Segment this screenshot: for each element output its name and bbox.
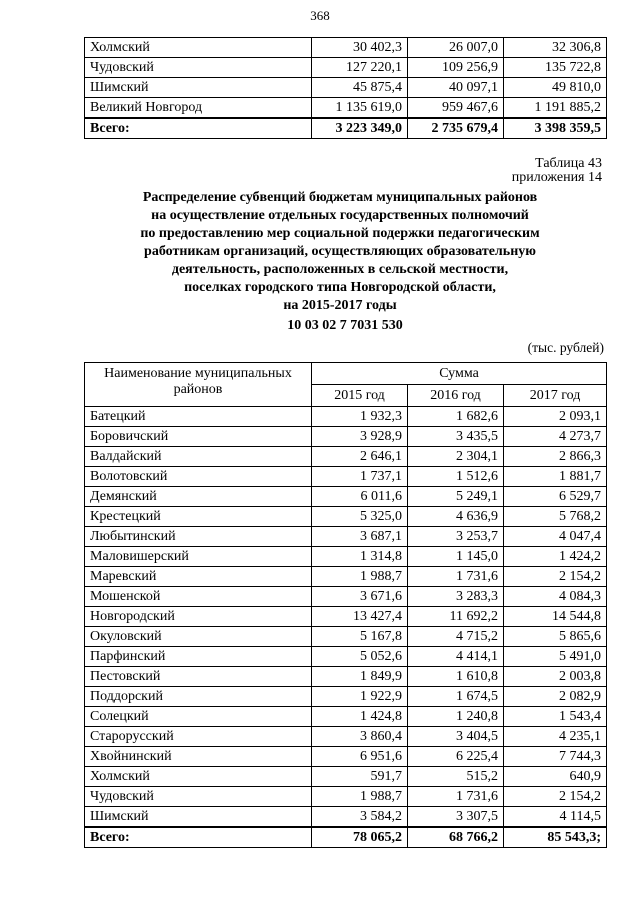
amount-cell: 4 084,3 bbox=[504, 587, 607, 607]
district-name: Демянский bbox=[85, 487, 312, 507]
amount-cell: 1 731,6 bbox=[408, 567, 504, 587]
amount-cell: 14 544,8 bbox=[504, 607, 607, 627]
amount-cell: 2 866,3 bbox=[504, 447, 607, 467]
district-name: Волотовский bbox=[85, 467, 312, 487]
district-name: Всего: bbox=[85, 827, 312, 848]
header-sum: Сумма bbox=[312, 363, 607, 385]
amount-cell: 4 273,7 bbox=[504, 427, 607, 447]
amount-cell: 1 988,7 bbox=[312, 787, 408, 807]
amount-cell: 4 047,4 bbox=[504, 527, 607, 547]
amount-cell: 3 671,6 bbox=[312, 587, 408, 607]
amount-cell: 5 052,6 bbox=[312, 647, 408, 667]
top-table bbox=[84, 37, 607, 139]
district-name: Парфинский bbox=[85, 647, 312, 667]
amount-cell: 1 191 885,2 bbox=[504, 98, 607, 119]
district-name: Валдайский bbox=[85, 447, 312, 467]
table-row bbox=[85, 38, 607, 58]
amount-cell: 40 097,1 bbox=[408, 78, 504, 98]
amount-cell: 1 512,6 bbox=[408, 467, 504, 487]
table-row bbox=[85, 667, 607, 687]
title-line: на осуществление отдельных государственных полномочий bbox=[151, 208, 529, 223]
amount-cell: 515,2 bbox=[408, 767, 504, 787]
amount-cell: 1 314,8 bbox=[312, 547, 408, 567]
amount-cell: 2 003,8 bbox=[504, 667, 607, 687]
amount-cell: 1 610,8 bbox=[408, 667, 504, 687]
amount-cell: 3 404,5 bbox=[408, 727, 504, 747]
table-row bbox=[85, 687, 607, 707]
table-row bbox=[85, 98, 607, 119]
amount-cell: 3 928,9 bbox=[312, 427, 408, 447]
amount-cell: 1 988,7 bbox=[312, 567, 408, 587]
amount-cell: 30 402,3 bbox=[312, 38, 408, 58]
total-row bbox=[85, 827, 607, 848]
amount-cell: 2 093,1 bbox=[504, 407, 607, 427]
total-row bbox=[85, 118, 607, 139]
table-row bbox=[85, 78, 607, 98]
district-name: Чудовский bbox=[85, 787, 312, 807]
title-line: деятельность, расположенных в сельской местности, bbox=[171, 262, 509, 277]
amount-cell: 1 731,6 bbox=[408, 787, 504, 807]
title-line: поселках городского типа Новгородской области, bbox=[184, 280, 496, 295]
district-name: Солецкий bbox=[85, 707, 312, 727]
header-name: Наименование муниципальных районов bbox=[85, 363, 312, 407]
district-name: Холмский bbox=[85, 767, 312, 787]
amount-cell: 2 646,1 bbox=[312, 447, 408, 467]
amount-cell: 68 766,2 bbox=[408, 827, 504, 848]
district-name: Чудовский bbox=[85, 58, 312, 78]
table-number: Таблица 43 bbox=[535, 156, 602, 171]
table-row bbox=[85, 507, 607, 527]
amount-cell: 6 951,6 bbox=[312, 747, 408, 767]
title-line: работникам организаций, осуществляющих образовательную bbox=[144, 244, 536, 259]
table-row bbox=[85, 58, 607, 78]
amount-cell: 2 735 679,4 bbox=[408, 118, 504, 139]
district-name: Поддорский bbox=[85, 687, 312, 707]
amount-cell: 1 922,9 bbox=[312, 687, 408, 707]
amount-cell: 4 636,9 bbox=[408, 507, 504, 527]
amount-cell: 2 082,9 bbox=[504, 687, 607, 707]
amount-cell: 3 435,5 bbox=[408, 427, 504, 447]
table-row bbox=[85, 707, 607, 727]
table-row bbox=[85, 647, 607, 667]
amount-cell: 13 427,4 bbox=[312, 607, 408, 627]
amount-cell: 640,9 bbox=[504, 767, 607, 787]
amount-cell: 591,7 bbox=[312, 767, 408, 787]
amount-cell: 1 682,6 bbox=[408, 407, 504, 427]
amount-cell: 127 220,1 bbox=[312, 58, 408, 78]
amount-cell: 5 865,6 bbox=[504, 627, 607, 647]
amount-cell: 3 398 359,5 bbox=[504, 118, 607, 139]
amount-cell: 85 543,3; bbox=[504, 827, 607, 848]
amount-cell: 1 240,8 bbox=[408, 707, 504, 727]
appendix-label: приложения 14 bbox=[511, 170, 602, 185]
title-line: по предоставлению мер социальной подержки педагогическим bbox=[140, 226, 540, 241]
amount-cell: 2 154,2 bbox=[504, 567, 607, 587]
table-row bbox=[85, 407, 607, 427]
amount-cell: 1 135 619,0 bbox=[312, 98, 408, 119]
table-row bbox=[85, 587, 607, 607]
district-name: Холмский bbox=[85, 38, 312, 58]
table-row bbox=[85, 787, 607, 807]
amount-cell: 1 543,4 bbox=[504, 707, 607, 727]
district-name: Любытинский bbox=[85, 527, 312, 547]
table-row bbox=[85, 567, 607, 587]
amount-cell: 135 722,8 bbox=[504, 58, 607, 78]
table-row bbox=[85, 447, 607, 467]
amount-cell: 1 674,5 bbox=[408, 687, 504, 707]
amount-cell: 32 306,8 bbox=[504, 38, 607, 58]
district-name: Батецкий bbox=[85, 407, 312, 427]
district-name: Боровичский bbox=[85, 427, 312, 447]
amount-cell: 5 491,0 bbox=[504, 647, 607, 667]
district-name: Крестецкий bbox=[85, 507, 312, 527]
table-caption bbox=[512, 157, 602, 185]
amount-cell: 1 424,2 bbox=[504, 547, 607, 567]
amount-cell: 5 768,2 bbox=[504, 507, 607, 527]
table-row bbox=[85, 607, 607, 627]
amount-cell: 1 424,8 bbox=[312, 707, 408, 727]
amount-cell: 3 223 349,0 bbox=[312, 118, 408, 139]
district-name: Мошенской bbox=[85, 587, 312, 607]
district-name: Окуловский bbox=[85, 627, 312, 647]
amount-cell: 3 307,5 bbox=[408, 807, 504, 828]
amount-cell: 1 849,9 bbox=[312, 667, 408, 687]
district-name: Всего: bbox=[85, 118, 312, 139]
district-name: Новгородский bbox=[85, 607, 312, 627]
amount-cell: 5 249,1 bbox=[408, 487, 504, 507]
amount-cell: 3 283,3 bbox=[408, 587, 504, 607]
amount-cell: 11 692,2 bbox=[408, 607, 504, 627]
amount-cell: 109 256,9 bbox=[408, 58, 504, 78]
header-year-2015: 2015 год bbox=[312, 385, 408, 407]
district-name: Маловишерский bbox=[85, 547, 312, 567]
table-row bbox=[85, 807, 607, 828]
page-number: 368 bbox=[310, 8, 330, 23]
table-row bbox=[85, 487, 607, 507]
district-name: Великий Новгород bbox=[85, 98, 312, 119]
amount-cell: 4 715,2 bbox=[408, 627, 504, 647]
main-table bbox=[84, 362, 607, 848]
amount-cell: 1 145,0 bbox=[408, 547, 504, 567]
header-year-2017: 2017 год bbox=[504, 385, 607, 407]
amount-cell: 5 167,8 bbox=[312, 627, 408, 647]
district-name: Маревский bbox=[85, 567, 312, 587]
amount-cell: 3 687,1 bbox=[312, 527, 408, 547]
amount-cell: 1 932,3 bbox=[312, 407, 408, 427]
table-row bbox=[85, 727, 607, 747]
amount-cell: 3 253,7 bbox=[408, 527, 504, 547]
amount-cell: 1 881,7 bbox=[504, 467, 607, 487]
table-row bbox=[85, 747, 607, 767]
amount-cell: 6 225,4 bbox=[408, 747, 504, 767]
amount-cell: 78 065,2 bbox=[312, 827, 408, 848]
title-line: Распределение субвенций бюджетам муниципальных районов bbox=[142, 190, 538, 205]
district-name: Старорусский bbox=[85, 727, 312, 747]
table-row bbox=[85, 767, 607, 787]
district-name: Шимский bbox=[85, 807, 312, 828]
amount-cell: 6 011,6 bbox=[312, 487, 408, 507]
amount-cell: 3 860,4 bbox=[312, 727, 408, 747]
amount-cell: 7 744,3 bbox=[504, 747, 607, 767]
amount-cell: 959 467,6 bbox=[408, 98, 504, 119]
amount-cell: 5 325,0 bbox=[312, 507, 408, 527]
document-title bbox=[80, 189, 600, 315]
table-row bbox=[85, 547, 607, 567]
district-name: Хвойнинский bbox=[85, 747, 312, 767]
table-row bbox=[85, 467, 607, 487]
title-line: на 2015-2017 годы bbox=[283, 298, 397, 313]
amount-cell: 45 875,4 bbox=[312, 78, 408, 98]
table-row bbox=[85, 427, 607, 447]
district-name: Шимский bbox=[85, 78, 312, 98]
table-row bbox=[85, 627, 607, 647]
amount-cell: 4 114,5 bbox=[504, 807, 607, 828]
header-year-2016: 2016 год bbox=[408, 385, 504, 407]
district-name: Пестовский bbox=[85, 667, 312, 687]
amount-cell: 4 235,1 bbox=[504, 727, 607, 747]
amount-cell: 3 584,2 bbox=[312, 807, 408, 828]
unit-label: (тыс. рублей) bbox=[527, 340, 604, 355]
amount-cell: 1 737,1 bbox=[312, 467, 408, 487]
table-row bbox=[85, 527, 607, 547]
amount-cell: 2 304,1 bbox=[408, 447, 504, 467]
amount-cell: 49 810,0 bbox=[504, 78, 607, 98]
amount-cell: 6 529,7 bbox=[504, 487, 607, 507]
amount-cell: 4 414,1 bbox=[408, 647, 504, 667]
amount-cell: 26 007,0 bbox=[408, 38, 504, 58]
budget-code: 10 03 02 7 7031 530 bbox=[287, 318, 403, 333]
amount-cell: 2 154,2 bbox=[504, 787, 607, 807]
